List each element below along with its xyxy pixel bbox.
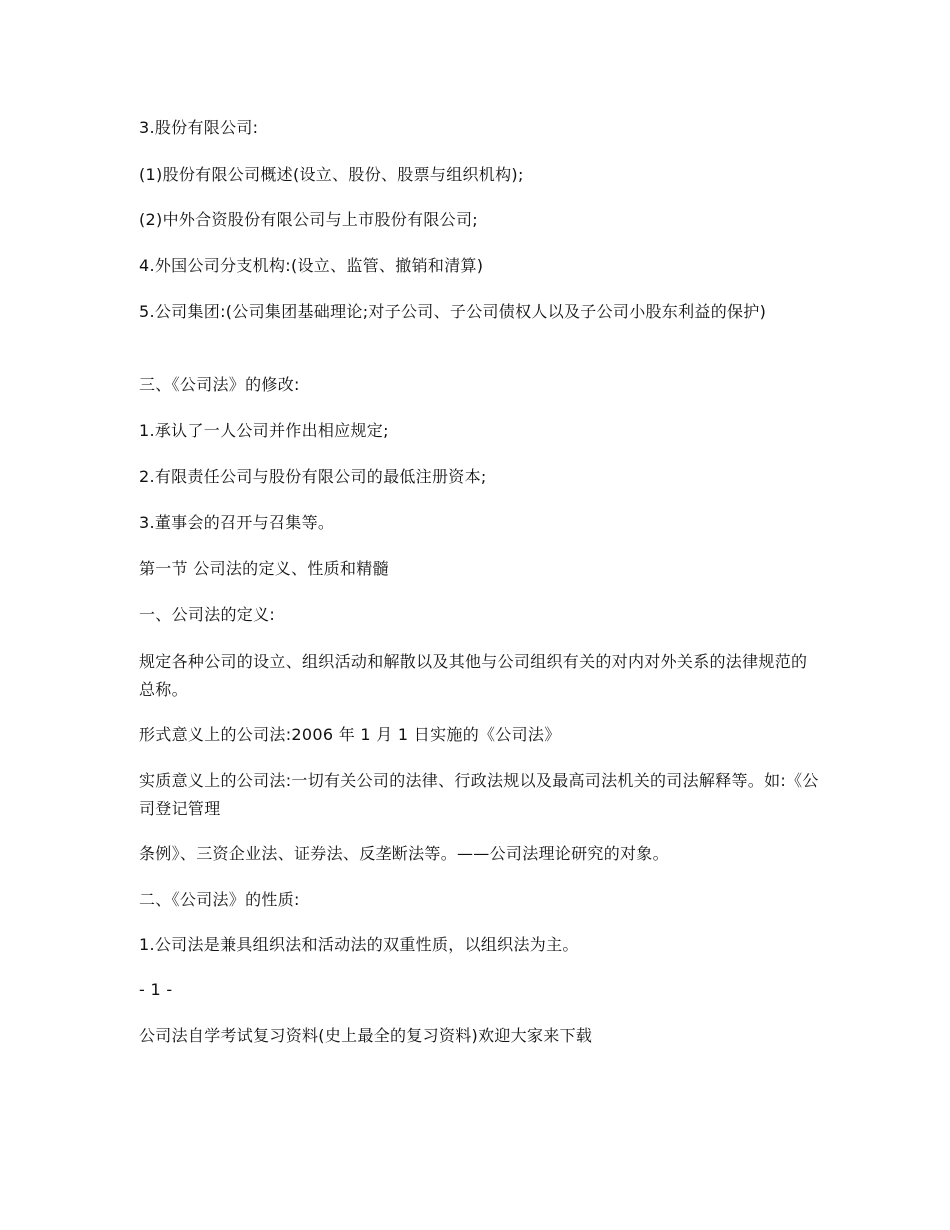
text-line-17: 1.公司法是兼具组织法和活动法的双重性质，以组织法为主。 [139, 935, 579, 954]
text-line-3: (2)中外合资股份有限公司与上市股份有限公司; [139, 210, 478, 229]
footer-title: 公司法自学考试复习资料(史上最全的复习资料)欢迎大家来下载 [139, 1026, 593, 1045]
text-line-14: 实质意义上的公司法:一切有关公司的法律、行政法规以及最高司法机关的司法解释等。如:《公司登记管理 [139, 771, 819, 818]
page-number: - 1 - [139, 980, 173, 999]
text-line-12: 规定各种公司的设立、组织活动和解散以及其他与公司组织有关的对内对外关系的法律规范的总称。 [139, 652, 808, 699]
text-line-6: 三、《公司法》的修改: [139, 375, 300, 394]
text-line-5: 5.公司集团:(公司集团基础理论;对子公司、子公司债权人以及子公司小股东利益的保护) [139, 302, 767, 321]
text-line-2: (1)股份有限公司概述(设立、股份、股票与组织机构); [139, 165, 524, 184]
text-line-8: 2.有限责任公司与股份有限公司的最低注册资本; [139, 467, 487, 486]
text-line-15: 条例》、三资企业法、证券法、反垄断法等。——公司法理论研究的对象。 [139, 844, 669, 863]
section-heading: 第一节 公司法的定义、性质和精髓 [139, 559, 389, 578]
text-line-13: 形式意义上的公司法:2006 年 1 月 1 日实施的《公司法》 [139, 725, 561, 744]
text-line-16: 二、《公司法》的性质: [139, 890, 300, 909]
text-line-9: 3.董事会的召开与召集等。 [139, 513, 335, 532]
text-line-4: 4.外国公司分支机构:(设立、监管、撤销和清算) [139, 256, 484, 275]
text-line-1: 3.股份有限公司: [139, 118, 259, 137]
text-line-7: 1.承认了一人公司并作出相应规定; [139, 421, 389, 440]
text-line-11: 一、公司法的定义: [139, 605, 276, 624]
